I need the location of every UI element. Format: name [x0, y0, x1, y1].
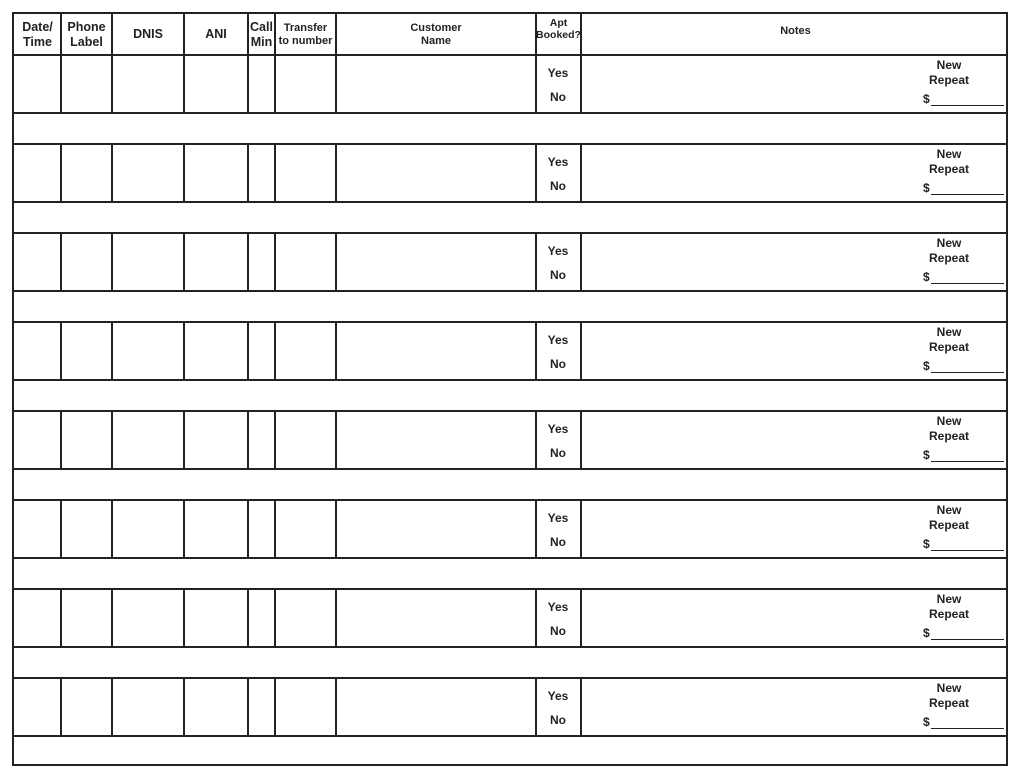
notes-header	[581, 14, 1010, 55]
notes-new-option[interactable]: New	[936, 414, 962, 428]
phone-label-header	[61, 14, 112, 55]
row-column-divider	[274, 589, 276, 647]
row-column-divider	[183, 144, 185, 202]
notes-dollar-label: $	[923, 448, 930, 462]
row-column-divider	[111, 322, 113, 380]
notes-repeat-option[interactable]: Repeat	[928, 696, 969, 710]
row-column-divider	[274, 322, 276, 380]
row-column-divider	[335, 500, 337, 558]
call-min-header-line: Min	[250, 34, 273, 49]
notes-amount-field[interactable]	[931, 105, 1004, 106]
band-divider	[14, 321, 1006, 323]
notes-dollar-label: $	[923, 537, 930, 551]
band-divider	[14, 232, 1006, 234]
notes-dollar-label: $	[923, 715, 930, 729]
transfer-header	[275, 14, 336, 55]
apt-booked-header-line: Booked?	[536, 29, 581, 42]
notes-header-line: Notes	[780, 25, 811, 37]
row-column-divider	[247, 144, 249, 202]
notes-new-option[interactable]: New	[936, 58, 962, 72]
row-column-divider	[274, 55, 276, 113]
row-column-divider	[111, 233, 113, 291]
notes-dollar-label: $	[923, 181, 930, 195]
transfer-header-line: Transfer	[283, 21, 328, 34]
customer-name-header-line: Name	[421, 34, 451, 47]
row-column-divider	[335, 233, 337, 291]
row-column-divider	[111, 55, 113, 113]
apt-booked-yes-option[interactable]: Yes	[547, 333, 569, 347]
row-column-divider	[60, 55, 62, 113]
header-column-divider	[183, 14, 185, 55]
row-column-divider	[335, 678, 337, 736]
notes-amount-field[interactable]	[931, 728, 1004, 729]
apt-booked-no-option[interactable]: No	[550, 535, 566, 549]
row-divider	[14, 290, 1006, 292]
row-column-divider	[111, 500, 113, 558]
dnis-header-line: DNIS	[133, 27, 163, 42]
apt-booked-yes-option[interactable]: Yes	[547, 600, 569, 614]
date-time-header	[14, 14, 61, 55]
call-min-header	[248, 14, 275, 55]
row-column-divider	[535, 678, 537, 736]
header-column-divider	[274, 14, 276, 55]
notes-dollar-label: $	[923, 626, 930, 640]
notes-amount-field[interactable]	[931, 550, 1004, 551]
row-column-divider	[580, 144, 582, 202]
row-column-divider	[274, 500, 276, 558]
row-divider	[14, 201, 1006, 203]
apt-booked-no-option[interactable]: No	[550, 268, 566, 282]
row-divider	[14, 646, 1006, 648]
row-column-divider	[580, 233, 582, 291]
apt-booked-yes-option[interactable]: Yes	[547, 422, 569, 436]
apt-booked-no-option[interactable]: No	[550, 357, 566, 371]
apt-booked-yes-option[interactable]: Yes	[547, 511, 569, 525]
row-column-divider	[274, 144, 276, 202]
band-divider	[14, 499, 1006, 501]
header-column-divider	[580, 14, 582, 55]
notes-dollar-label: $	[923, 359, 930, 373]
row-column-divider	[535, 233, 537, 291]
notes-repeat-option[interactable]: Repeat	[928, 518, 969, 532]
notes-repeat-option[interactable]: Repeat	[928, 607, 969, 621]
band-divider	[14, 143, 1006, 145]
row-column-divider	[247, 500, 249, 558]
notes-repeat-option[interactable]: Repeat	[928, 429, 969, 443]
notes-new-option[interactable]: New	[936, 325, 962, 339]
header-column-divider	[247, 14, 249, 55]
row-column-divider	[580, 55, 582, 113]
row-column-divider	[535, 144, 537, 202]
apt-booked-header	[536, 14, 581, 55]
apt-booked-yes-option[interactable]: Yes	[547, 689, 569, 703]
date-time-header-line: Date/	[22, 20, 53, 35]
row-column-divider	[580, 500, 582, 558]
row-column-divider	[60, 678, 62, 736]
row-column-divider	[111, 144, 113, 202]
row-column-divider	[183, 589, 185, 647]
date-time-header-line: Time	[23, 34, 52, 49]
call-log-form	[12, 12, 1008, 766]
header-divider	[14, 54, 1006, 56]
band-divider	[14, 410, 1006, 412]
row-column-divider	[183, 500, 185, 558]
band-divider	[14, 588, 1006, 590]
row-column-divider	[60, 589, 62, 647]
row-column-divider	[580, 678, 582, 736]
apt-booked-yes-option[interactable]: Yes	[547, 155, 569, 169]
row-column-divider	[274, 678, 276, 736]
row-column-divider	[247, 411, 249, 469]
row-column-divider	[335, 411, 337, 469]
customer-name-header	[336, 14, 536, 55]
row-column-divider	[183, 55, 185, 113]
notes-new-option[interactable]: New	[936, 503, 962, 517]
row-column-divider	[183, 678, 185, 736]
row-column-divider	[335, 144, 337, 202]
notes-amount-field[interactable]	[931, 194, 1004, 195]
row-divider	[14, 379, 1006, 381]
row-column-divider	[580, 411, 582, 469]
ani-header	[184, 14, 248, 55]
notes-new-option[interactable]: New	[936, 236, 962, 250]
row-column-divider	[580, 322, 582, 380]
ani-header-line: ANI	[205, 27, 227, 42]
row-column-divider	[111, 411, 113, 469]
transfer-header-line: to number	[278, 34, 333, 47]
row-column-divider	[274, 411, 276, 469]
row-column-divider	[535, 322, 537, 380]
row-column-divider	[183, 322, 185, 380]
notes-repeat-option[interactable]: Repeat	[928, 251, 969, 265]
row-column-divider	[183, 233, 185, 291]
row-column-divider	[60, 233, 62, 291]
apt-booked-no-option[interactable]: No	[550, 446, 566, 460]
row-divider	[14, 735, 1006, 737]
row-column-divider	[247, 322, 249, 380]
row-column-divider	[111, 678, 113, 736]
row-divider	[14, 557, 1006, 559]
row-column-divider	[535, 589, 537, 647]
header-column-divider	[111, 14, 113, 55]
row-column-divider	[60, 411, 62, 469]
notes-amount-field[interactable]	[931, 372, 1004, 373]
row-column-divider	[335, 322, 337, 380]
row-column-divider	[247, 55, 249, 113]
row-divider	[14, 468, 1006, 470]
apt-booked-no-option[interactable]: No	[550, 713, 566, 727]
customer-name-header-line: Customer	[410, 21, 462, 34]
row-column-divider	[535, 55, 537, 113]
call-min-header-line: Call	[250, 20, 273, 35]
dnis-header	[112, 14, 184, 55]
apt-booked-no-option[interactable]: No	[550, 624, 566, 638]
row-column-divider	[535, 411, 537, 469]
apt-booked-header-line: Apt	[549, 17, 568, 29]
row-column-divider	[580, 589, 582, 647]
row-column-divider	[335, 55, 337, 113]
row-column-divider	[60, 144, 62, 202]
row-column-divider	[60, 322, 62, 380]
header-column-divider	[535, 14, 537, 55]
apt-booked-no-option[interactable]: No	[550, 179, 566, 193]
row-column-divider	[247, 678, 249, 736]
notes-dollar-label: $	[923, 270, 930, 284]
phone-label-header-line: Phone	[67, 20, 106, 35]
notes-new-option[interactable]: New	[936, 592, 962, 606]
header-column-divider	[60, 14, 62, 55]
notes-amount-field[interactable]	[931, 461, 1004, 462]
row-column-divider	[335, 589, 337, 647]
phone-label-header-line: Label	[70, 34, 103, 49]
header-column-divider	[335, 14, 337, 55]
row-column-divider	[183, 411, 185, 469]
notes-new-option[interactable]: New	[936, 681, 962, 695]
row-column-divider	[247, 233, 249, 291]
band-divider	[14, 677, 1006, 679]
notes-dollar-label: $	[923, 92, 930, 106]
apt-booked-no-option[interactable]: No	[550, 90, 566, 104]
apt-booked-yes-option[interactable]: Yes	[547, 244, 569, 258]
row-column-divider	[274, 233, 276, 291]
row-column-divider	[111, 589, 113, 647]
notes-amount-field[interactable]	[931, 639, 1004, 640]
row-column-divider	[535, 500, 537, 558]
notes-repeat-option[interactable]: Repeat	[928, 340, 969, 354]
notes-amount-field[interactable]	[931, 283, 1004, 284]
row-divider	[14, 112, 1006, 114]
apt-booked-yes-option[interactable]: Yes	[547, 66, 569, 80]
row-column-divider	[247, 589, 249, 647]
notes-repeat-option[interactable]: Repeat	[928, 73, 969, 87]
row-column-divider	[60, 500, 62, 558]
notes-new-option[interactable]: New	[936, 147, 962, 161]
notes-repeat-option[interactable]: Repeat	[928, 162, 969, 176]
